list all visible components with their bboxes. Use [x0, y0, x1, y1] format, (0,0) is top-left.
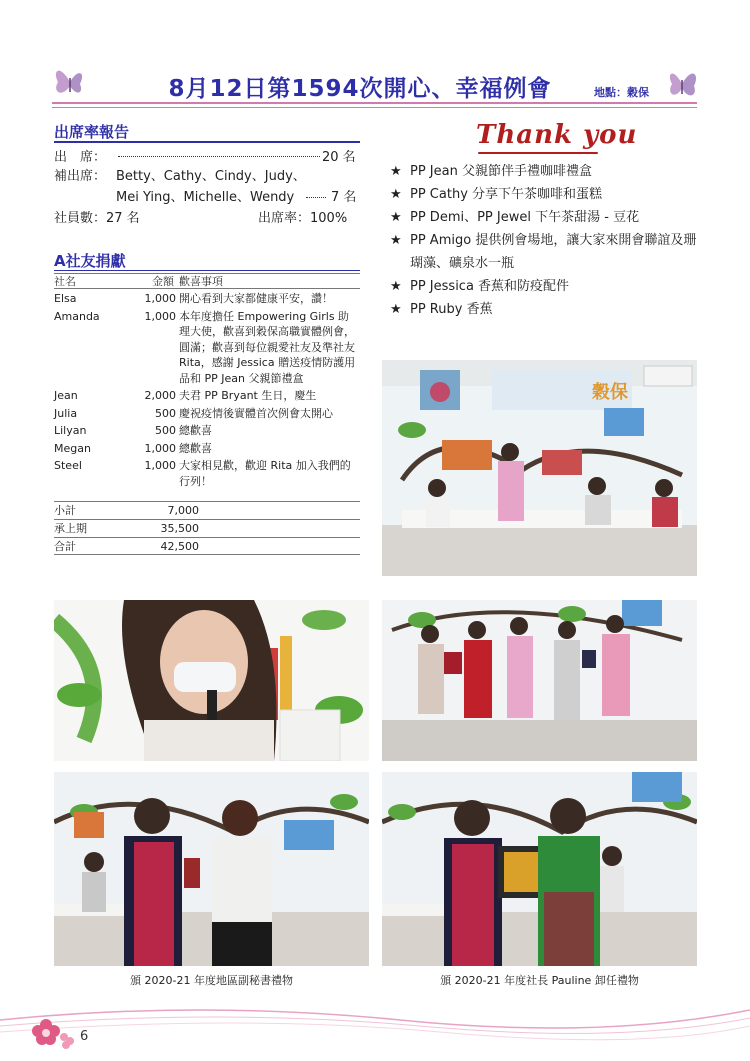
caption-left: 頒 2020-21 年度地區副秘書禮物 [130, 974, 293, 987]
caption-right: 頒 2020-21 年度社長 Pauline 卸任禮物 [440, 974, 639, 987]
donor-name: Steel [54, 459, 82, 472]
thank-item-text: PP Jean 父親節伴手禮咖啡禮盒 [410, 164, 592, 179]
attendance-section-title: 出席率報告 [54, 123, 130, 141]
attendance-rate: 出席率：100% [258, 211, 348, 226]
present-value: 20 名 [322, 150, 356, 165]
thank-item [390, 183, 710, 206]
donor-note: 總歡喜 [179, 441, 212, 455]
photo-group-gifts [382, 600, 697, 761]
banner-text: 穀保 [592, 382, 628, 403]
donation-section-title: A社友捐獻 [54, 252, 126, 270]
totals-row [54, 537, 360, 555]
totals-row [54, 501, 360, 519]
attendance-section-underline [54, 141, 360, 143]
table-row [54, 406, 360, 422]
star-icon: ★ [390, 187, 402, 202]
table-row [54, 441, 360, 457]
totals-table [54, 501, 360, 555]
thank-item-text: PP Ruby 香蕉 [410, 302, 493, 317]
donor-amount: 500 [155, 424, 176, 437]
donor-name: Amanda [54, 309, 100, 323]
makeup-value: 7 名 [331, 190, 357, 205]
page-number: 6 [80, 1029, 89, 1044]
thank-item-text: PP Demi、PP Jewel 下午茶甜湯 - 豆花 [410, 210, 640, 225]
star-icon: ★ [390, 302, 402, 317]
donor-note: 開心看到大家都健康平安，讚！ [179, 292, 333, 305]
present-dots [118, 156, 320, 157]
thank-item [390, 160, 710, 183]
totals-label: 承上期 [54, 522, 87, 535]
butterfly-left-icon [52, 62, 88, 102]
donor-amount: 1,000 [144, 459, 176, 472]
donor-note: 夫君 PP Bryant 生日，慶生 [179, 389, 317, 402]
header-note: 歡喜事項 [179, 275, 223, 288]
donor-note: 慶祝疫情後實體首次例會太開心 [179, 406, 333, 420]
star-icon: ★ [390, 279, 402, 294]
donor-name: Megan [54, 441, 91, 455]
present-label: 出 席： [54, 150, 107, 165]
location-label: 地點：穀保 [594, 86, 649, 99]
makeup-dots [306, 197, 326, 198]
donation-section-underline [54, 270, 360, 271]
thank-item [390, 298, 710, 321]
star-icon: ★ [390, 210, 402, 225]
butterfly-right-icon [664, 64, 700, 104]
thank-item-text: PP Amigo 提供例會場地，讓大家來開會聯誼及珊瑚藻、礦泉水一瓶 [410, 233, 697, 271]
totals-label: 小計 [54, 504, 76, 517]
thank-you-title: Thank you [476, 120, 638, 150]
thank-item [390, 229, 706, 275]
photo-gift-presentation-left [54, 772, 369, 966]
donation-table [54, 273, 360, 489]
page-title: 8月12日第1594次開心、幸福例會 [168, 76, 552, 102]
header-name: 社名 [54, 275, 76, 288]
table-row [54, 291, 360, 307]
totals-value: 7,000 [167, 504, 199, 517]
totals-value: 35,500 [160, 522, 199, 535]
makeup-names-line2: Mei Ying、Michelle、Wendy [116, 190, 295, 205]
photo-gift-presentation-right [382, 772, 697, 966]
star-icon: ★ [390, 233, 402, 248]
totals-row [54, 519, 360, 537]
donor-amount: 2,000 [144, 389, 176, 402]
star-icon: ★ [390, 164, 402, 179]
header-divider [52, 102, 697, 104]
donor-name: Jean [54, 389, 78, 402]
donor-name: Elsa [54, 292, 77, 305]
table-row [54, 388, 360, 404]
thank-item [390, 275, 710, 298]
table-row [54, 309, 360, 387]
header-divider-thin [52, 107, 697, 108]
donor-note: 本年度擔任 Empowering Girls 助理大使，歡喜到穀保高職實體例會，圓滿；歡喜到每位親愛社友及準社友 Rita，感謝 Jessica 贈送疫情防護用品和 PP Jean 父親節禮盒 [179, 309, 356, 385]
makeup-names-line1: Betty、Cathy、Cindy、Judy、 [116, 169, 306, 184]
members-count: 社員數：27 名 [54, 211, 140, 226]
flower-icon [30, 1013, 78, 1053]
photo-speaker [54, 600, 369, 761]
donor-amount: 1,000 [144, 292, 176, 305]
table-header [54, 273, 360, 289]
totals-label: 合計 [54, 540, 76, 553]
totals-value: 42,500 [160, 540, 199, 553]
thank-you-swash [478, 152, 598, 154]
table-row [54, 458, 360, 489]
donor-note: 大家相見歡，歡迎 Rita 加入我們的行列！ [179, 459, 351, 488]
donor-amount: 1,000 [144, 441, 176, 455]
makeup-label: 補出席： [54, 169, 107, 184]
donor-amount: 500 [155, 406, 176, 420]
header-amount: 金額 [152, 275, 174, 288]
donor-note: 總歡喜 [179, 424, 212, 437]
donor-name: Lilyan [54, 424, 87, 437]
thank-item [390, 206, 710, 229]
donor-amount: 1,000 [144, 309, 176, 323]
photo-meeting-room [382, 360, 697, 576]
table-row [54, 423, 360, 439]
footer-decoration [0, 990, 750, 1061]
donor-name: Julia [54, 406, 78, 420]
thank-item-text: PP Cathy 分享下午茶咖啡和蛋糕 [410, 187, 603, 202]
thank-item-text: PP Jessica 香蕉和防疫配件 [410, 279, 570, 294]
